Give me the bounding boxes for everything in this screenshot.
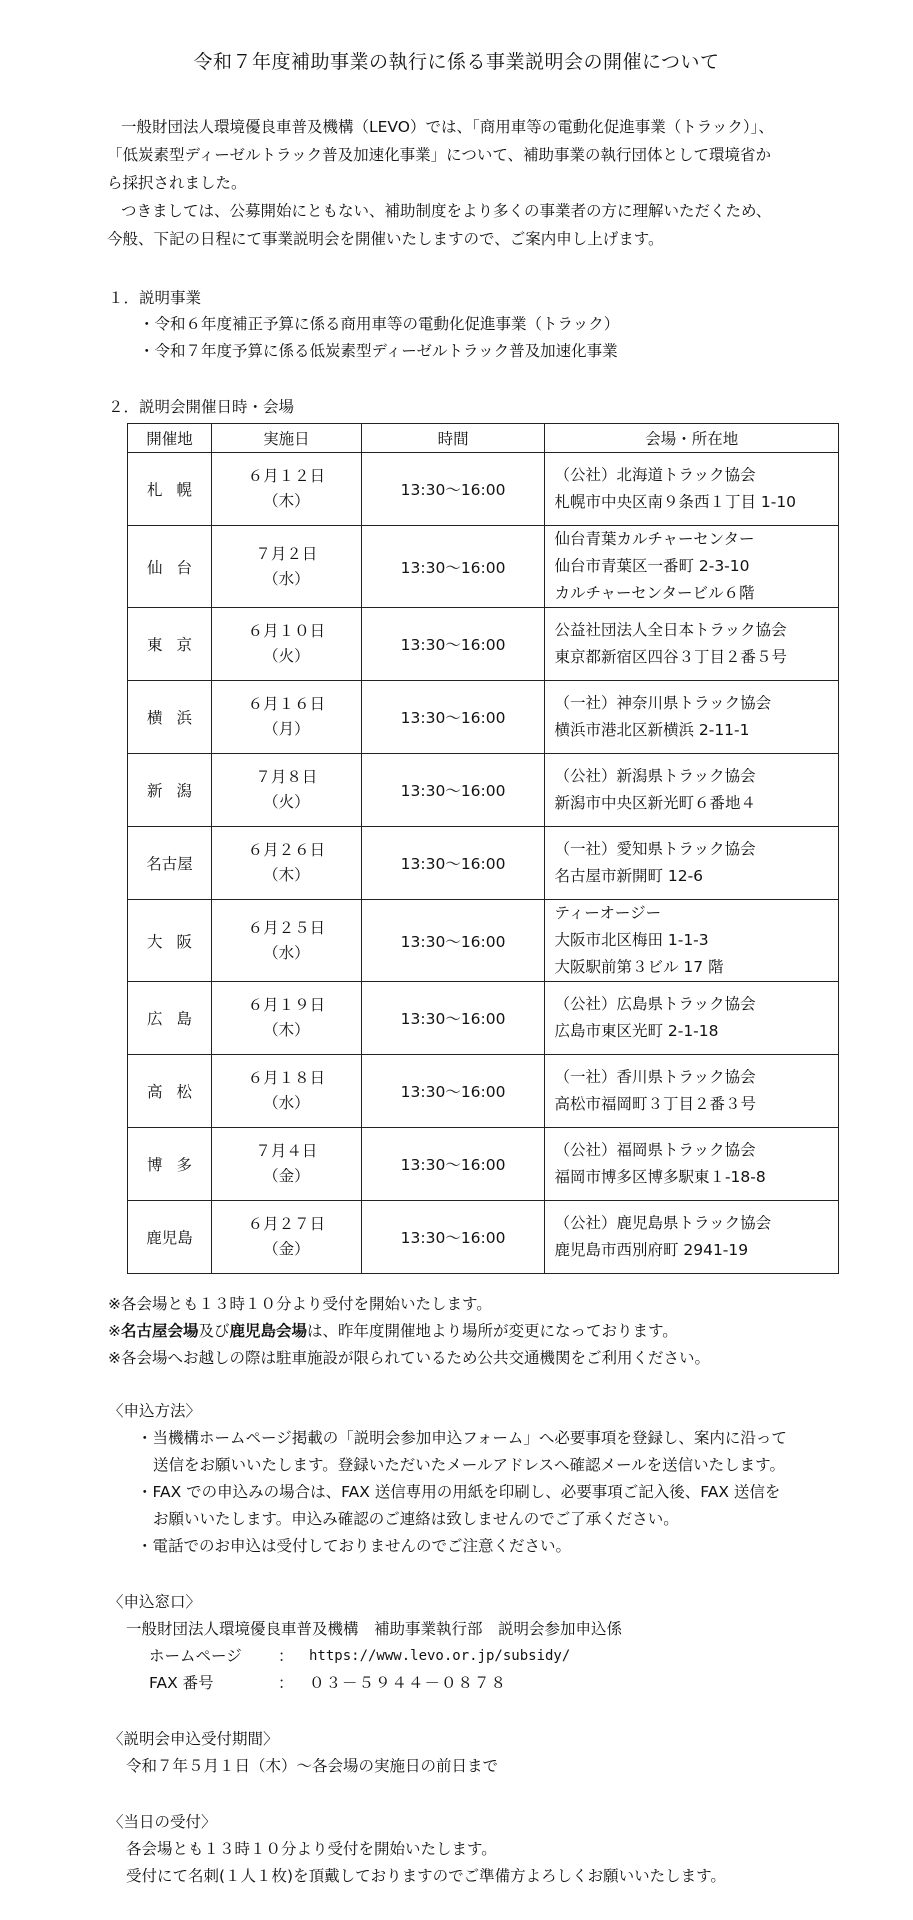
venue-line: 大阪駅前第３ビル 17 階: [554, 958, 724, 976]
column-header: 時間: [361, 424, 545, 453]
note-emphasis: 名古屋会場: [121, 1322, 199, 1340]
fax-label: FAX 番号: [149, 1674, 214, 1692]
column-header: 開催地: [128, 424, 212, 453]
time-cell: 13:30～16:00: [361, 453, 545, 526]
venue-line: 高松市福岡町３丁目２番３号: [554, 1095, 756, 1113]
date-cell: [211, 827, 361, 900]
list-item: ・FAX での申込みの場合は、FAX 送信専用の用紙を印刷し、必要事項ご記入後、FAX 送信を: [137, 1483, 781, 1501]
venue-city-cell: 高松: [128, 1055, 212, 1128]
venue-address-cell: [545, 681, 839, 754]
weekday-text: （水）: [263, 1094, 310, 1112]
time-cell: 13:30～16:00: [361, 982, 545, 1055]
venue-line: 横浜市港北区新横浜 2-11-1: [554, 721, 750, 739]
weekday-text: （火）: [263, 647, 310, 665]
section-heading: 〈説明会申込受付期間〉: [108, 1730, 279, 1748]
venue-city-cell: 博多: [128, 1128, 212, 1201]
note-emphasis: 鹿児島会場: [229, 1322, 308, 1340]
list-item: ・令和７年度予算に係る低炭素型ディーゼルトラック普及加速化事業: [139, 342, 618, 360]
date-cell: [211, 681, 361, 754]
note-venue-change: [108, 1320, 678, 1342]
venue-line: カルチャーセンタービル６階: [554, 584, 755, 602]
venue-city-cell: 東京: [128, 608, 212, 681]
table-row: [128, 681, 839, 754]
venue-line: （公社）福岡県トラック協会: [554, 1141, 756, 1159]
list-item: ・令和６年度補正予算に係る商用車等の電動化促進事業（トラック）: [139, 315, 620, 333]
venue-line: 仙台青葉カルチャーセンター: [554, 530, 755, 548]
venue-line: 名古屋市新開町 12-6: [554, 867, 704, 885]
intro-line: ら採択されました。: [107, 174, 247, 192]
intro-line: 一般財団法人環境優良車普及機構（LEVO）では、「商用車等の電動化促進事業（トラック）」、: [121, 118, 774, 136]
venue-line: 大阪市北区梅田 1-1-3: [554, 931, 709, 949]
note: ※各会場へお越しの際は駐車施設が限られているため公共交通機関をご利用ください。: [108, 1349, 710, 1367]
separator: ：: [278, 1647, 294, 1665]
column-header: 会場・所在地: [545, 424, 839, 453]
section-heading: ２．説明会開催日時・会場: [108, 398, 295, 416]
venue-line: 東京都新宿区四谷３丁目２番５号: [554, 648, 787, 666]
list-item: ・電話でのお申込は受付しておりませんのでご注意ください。: [137, 1537, 572, 1555]
weekday-text: （水）: [263, 943, 310, 962]
date-text: ６月１９日: [247, 996, 326, 1014]
date-text: ７月８日: [255, 768, 318, 786]
section-heading: １．説明事業: [108, 289, 202, 307]
date-cell: [211, 1055, 361, 1128]
date-cell: [211, 982, 361, 1055]
table-row: [128, 754, 839, 827]
date-cell: [211, 1128, 361, 1201]
venue-line: （公社）鹿児島県トラック協会: [554, 1214, 772, 1232]
list-item-cont: お願いいたします。申込み確認のご連絡は致しませんのでご了承ください。: [153, 1510, 679, 1528]
fax-number: ０３－５９４４－０８７８: [309, 1674, 508, 1692]
venue-address-cell: [545, 754, 839, 827]
section-heading: 〈申込窓口〉: [108, 1593, 202, 1611]
date-cell: [211, 754, 361, 827]
reception-text: 受付にて名刺(１人１枚)を頂戴しておりますのでご準備方よろしくお願いいたします。: [126, 1867, 726, 1885]
weekday-text: （金）: [263, 1167, 310, 1185]
venue-address-cell: [545, 526, 839, 608]
venue-address-cell: [545, 827, 839, 900]
venue-line: （一社）愛知県トラック協会: [554, 840, 756, 858]
venue-city-cell: 新潟: [128, 754, 212, 827]
date-text: ６月２７日: [247, 1215, 326, 1233]
org-name: 一般財団法人環境優良車普及機構 補助事業執行部 説明会参加申込係: [126, 1620, 623, 1638]
date-text: ６月１８日: [247, 1069, 326, 1087]
weekday-text: （水）: [263, 569, 310, 588]
reception-text: 各会場とも１３時１０分より受付を開始いたします。: [126, 1840, 497, 1858]
table-row: [128, 608, 839, 681]
date-cell: [211, 526, 361, 608]
schedule-table: [127, 423, 839, 1274]
date-text: ７月４日: [255, 1142, 318, 1160]
table-header-row: [128, 424, 839, 453]
venue-line: （公社）広島県トラック協会: [554, 995, 756, 1013]
weekday-text: （金）: [263, 1240, 310, 1258]
weekday-text: （木）: [263, 1021, 310, 1039]
venue-city-cell: 大阪: [128, 900, 212, 982]
venue-line: （公社）新潟県トラック協会: [554, 767, 756, 785]
date-text: ６月１２日: [247, 467, 326, 485]
venue-address-cell: [545, 1201, 839, 1274]
date-text: ６月２５日: [247, 918, 326, 937]
time-cell: 13:30～16:00: [361, 827, 545, 900]
venue-line: 公益社団法人全日本トラック協会: [554, 621, 787, 639]
venue-line: 札幌市中央区南９条西１丁目 1-10: [554, 493, 797, 511]
time-cell: 13:30～16:00: [361, 754, 545, 827]
venue-address-cell: [545, 608, 839, 681]
venue-city-cell: 横浜: [128, 681, 212, 754]
venue-line: 福岡市博多区博多駅東１-18-8: [554, 1168, 766, 1186]
note-text: は、昨年度開催地より場所が変更になっております。: [307, 1322, 678, 1340]
note-text: ※: [108, 1322, 121, 1340]
time-cell: 13:30～16:00: [361, 900, 545, 982]
page-title: 令和７年度補助事業の執行に係る事業説明会の開催について: [193, 51, 720, 73]
table-row: [128, 982, 839, 1055]
date-cell: [211, 1201, 361, 1274]
list-item-cont: 送信をお願いいたします。登録いただいたメールアドレスへ確認メールを送信いたします。: [153, 1456, 785, 1474]
venue-address-cell: [545, 1128, 839, 1201]
time-cell: 13:30～16:00: [361, 1055, 545, 1128]
venue-address-cell: [545, 982, 839, 1055]
note: ※各会場とも１３時１０分より受付を開始いたします。: [108, 1295, 492, 1313]
venue-address-cell: [545, 900, 839, 982]
venue-line: （公社）北海道トラック協会: [554, 466, 756, 484]
venue-line: 新潟市中央区新光町６番地４: [554, 794, 756, 812]
venue-address-cell: [545, 1055, 839, 1128]
column-header: 実施日: [211, 424, 361, 453]
venue-line: （一社）香川県トラック協会: [554, 1068, 756, 1086]
homepage-url[interactable]: https://www.levo.or.jp/subsidy/: [309, 1648, 571, 1664]
table-row: [128, 526, 839, 608]
weekday-text: （火）: [263, 793, 310, 811]
date-cell: [211, 900, 361, 982]
venue-line: 鹿児島市西別府町 2941-19: [554, 1241, 749, 1259]
venue-line: （一社）神奈川県トラック協会: [554, 694, 772, 712]
weekday-text: （木）: [263, 492, 310, 510]
date-text: ６月１６日: [247, 695, 326, 713]
intro-line: 「低炭素型ディーゼルトラック普及加速化事業」について、補助事業の執行団体として環境省か: [107, 146, 772, 164]
table-row: [128, 1055, 839, 1128]
table-row: [128, 1128, 839, 1201]
weekday-text: （木）: [263, 866, 310, 884]
section-heading: 〈当日の受付〉: [108, 1813, 217, 1831]
time-cell: 13:30～16:00: [361, 526, 545, 608]
time-cell: 13:30～16:00: [361, 1201, 545, 1274]
table-row: [128, 1201, 839, 1274]
date-cell: [211, 453, 361, 526]
note-text: 及び: [198, 1322, 230, 1340]
table-row: [128, 900, 839, 982]
period-text: 令和７年５月１日（木）～各会場の実施日の前日まで: [126, 1757, 499, 1775]
intro-line: 今般、下記の日程にて事業説明会を開催いたしますので、ご案内申し上げます。: [107, 230, 664, 248]
homepage-label: ホームページ: [149, 1647, 242, 1665]
date-cell: [211, 608, 361, 681]
venue-city-cell: 仙台: [128, 526, 212, 608]
venue-city-cell: 名古屋: [128, 827, 212, 900]
table-row: [128, 453, 839, 526]
venue-line: 仙台市青葉区一番町 2-3-10: [554, 557, 750, 575]
weekday-text: （月）: [263, 720, 310, 738]
date-text: ７月２日: [255, 544, 318, 563]
table-row: [128, 827, 839, 900]
venue-city-cell: 鹿児島: [128, 1201, 212, 1274]
section-heading: 〈申込方法〉: [108, 1402, 202, 1420]
intro-line: つきましては、公募開始にともない、補助制度をより多くの事業者の方に理解いただくため、: [121, 202, 772, 220]
date-text: ６月１０日: [247, 622, 326, 640]
time-cell: 13:30～16:00: [361, 681, 545, 754]
list-item: ・当機構ホームページ掲載の「説明会参加申込フォーム」へ必要事項を登録し、案内に沿って: [137, 1429, 787, 1447]
separator: ：: [278, 1674, 294, 1692]
time-cell: 13:30～16:00: [361, 608, 545, 681]
date-text: ６月２６日: [247, 841, 326, 859]
venue-line: 広島市東区光町 2-1-18: [554, 1022, 719, 1040]
venue-city-cell: 札幌: [128, 453, 212, 526]
venue-city-cell: 広島: [128, 982, 212, 1055]
venue-line: ティーオージー: [554, 904, 662, 922]
venue-address-cell: [545, 453, 839, 526]
time-cell: 13:30～16:00: [361, 1128, 545, 1201]
